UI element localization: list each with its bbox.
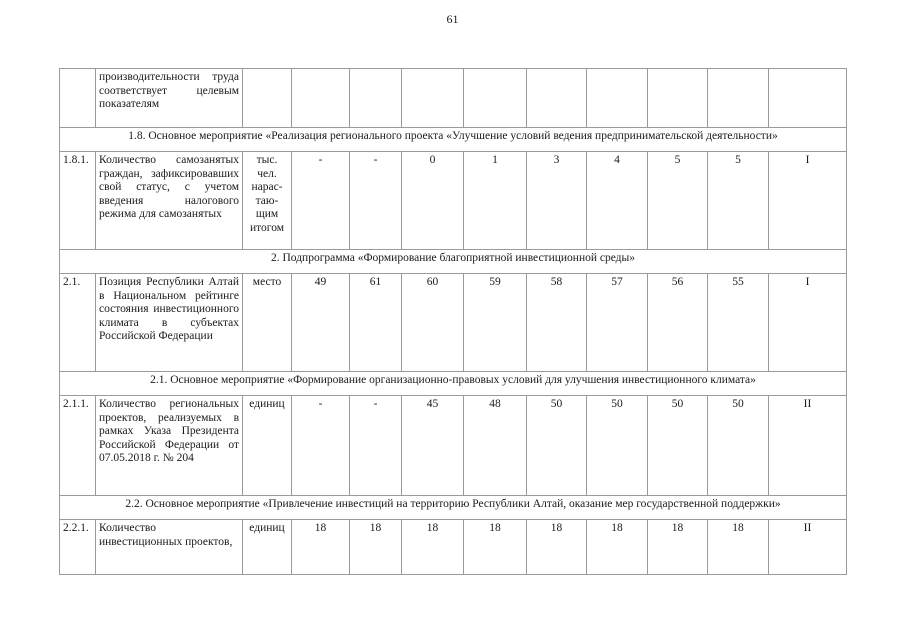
value-cell: 18 <box>350 520 402 575</box>
value-cell: 18 <box>648 520 708 575</box>
value-cell: 61 <box>350 274 402 372</box>
row-number: 2.2.1. <box>60 520 96 575</box>
value-cell: 59 <box>464 274 527 372</box>
table-row <box>60 69 847 128</box>
category-cell: I <box>769 152 847 250</box>
value-cell: - <box>292 152 350 250</box>
value-cell: 50 <box>587 396 648 496</box>
indicator-name: Количество самозанятых граждан, зафиксировавших свой статус, с учетом введения налогового режима для самозанятых <box>96 152 243 250</box>
indicator-name: производительности труда соответствует целевым показателям <box>96 69 243 128</box>
value-cell <box>402 69 464 128</box>
category-cell: II <box>769 520 847 575</box>
value-cell: 50 <box>527 396 587 496</box>
value-cell: 1 <box>464 152 527 250</box>
value-cell: 5 <box>648 152 708 250</box>
value-cell <box>648 69 708 128</box>
value-cell: 18 <box>292 520 350 575</box>
value-cell: 0 <box>402 152 464 250</box>
value-cell: 18 <box>708 520 769 575</box>
row-number: 2.1.1. <box>60 396 96 496</box>
unit-cell: место <box>243 274 292 372</box>
page-number: 61 <box>446 12 459 26</box>
value-cell <box>587 69 648 128</box>
value-cell: 60 <box>402 274 464 372</box>
row-number: 1.8.1. <box>60 152 96 250</box>
indicator-name: Позиция Республики Алтай в Национальном рейтинге состояния инвестиционного климата в субъектах Российской Федерации <box>96 274 243 372</box>
value-cell: - <box>292 396 350 496</box>
table-row <box>60 152 847 250</box>
unit-cell: единиц <box>243 396 292 496</box>
value-cell: 45 <box>402 396 464 496</box>
value-cell: 48 <box>464 396 527 496</box>
section-row <box>60 496 847 520</box>
value-cell <box>527 69 587 128</box>
category-cell <box>769 69 847 128</box>
section-heading: 2.2. Основное мероприятие «Привлечение инвестиций на территорию Республики Алтай, оказание мер государственной поддержки» <box>60 496 847 520</box>
value-cell: 56 <box>648 274 708 372</box>
section-heading: 2.1. Основное мероприятие «Формирование организационно-правовых условий для улучшения инвестиционного климата» <box>60 372 847 396</box>
indicator-name: Количество региональных проектов, реализуемых в рамках Указа Президента Российской Федерации от 07.05.2018 г. № 204 <box>96 396 243 496</box>
value-cell <box>708 69 769 128</box>
value-cell: 57 <box>587 274 648 372</box>
section-row <box>60 128 847 152</box>
value-cell: 18 <box>527 520 587 575</box>
table-row <box>60 396 847 496</box>
value-cell: 18 <box>587 520 648 575</box>
value-cell: 50 <box>648 396 708 496</box>
table-row <box>60 520 847 575</box>
section-heading: 2. Подпрограмма «Формирование благоприятной инвестиционной среды» <box>60 250 847 274</box>
value-cell: 5 <box>708 152 769 250</box>
value-cell <box>464 69 527 128</box>
section-heading: 1.8. Основное мероприятие «Реализация регионального проекта «Улучшение условий ведения предпринимательской деятельности» <box>60 128 847 152</box>
value-cell: 50 <box>708 396 769 496</box>
value-cell: 58 <box>527 274 587 372</box>
section-row <box>60 250 847 274</box>
value-cell: 55 <box>708 274 769 372</box>
category-cell: II <box>769 396 847 496</box>
unit-cell: единиц <box>243 520 292 575</box>
value-cell: 3 <box>527 152 587 250</box>
value-cell: - <box>350 152 402 250</box>
value-cell: 49 <box>292 274 350 372</box>
value-cell: - <box>350 396 402 496</box>
unit-cell <box>243 69 292 128</box>
value-cell: 18 <box>464 520 527 575</box>
row-number: 2.1. <box>60 274 96 372</box>
value-cell: 18 <box>402 520 464 575</box>
category-cell: I <box>769 274 847 372</box>
unit-cell: тыс. чел. нарас- таю- щим итогом <box>243 152 292 250</box>
value-cell: 4 <box>587 152 648 250</box>
indicator-name: Количество инвестиционных проектов, <box>96 520 243 575</box>
section-row <box>60 372 847 396</box>
row-number <box>60 69 96 128</box>
value-cell <box>292 69 350 128</box>
indicator-table <box>59 68 847 575</box>
value-cell <box>350 69 402 128</box>
table-row <box>60 274 847 372</box>
